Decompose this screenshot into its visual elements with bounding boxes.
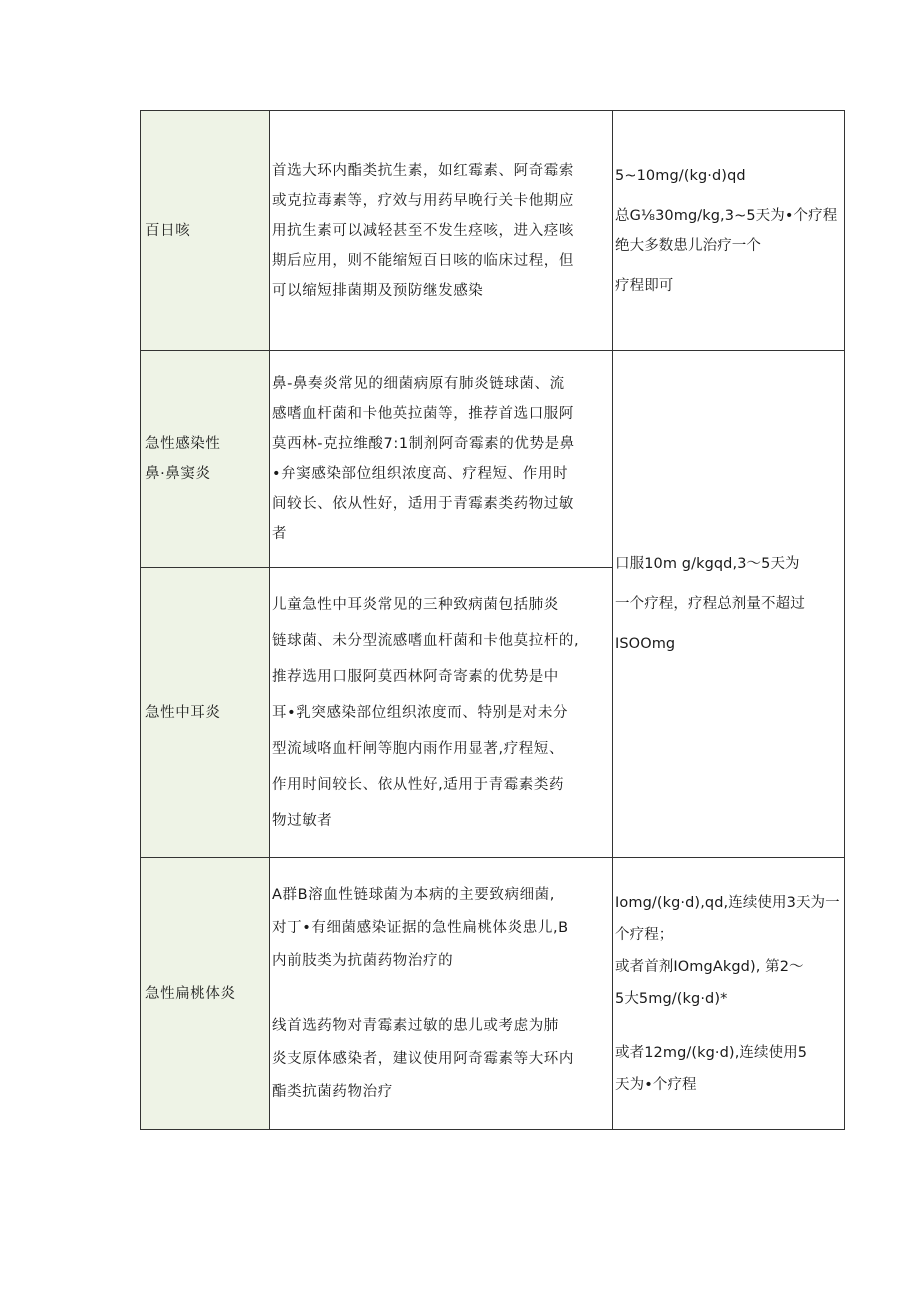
description-line: 儿童急性中耳炎常见的三种致病菌包括肺炎 — [272, 596, 559, 613]
disease-name: 急性中耳炎 — [145, 704, 221, 721]
description-cell-sinusitis — [270, 351, 613, 568]
description-cell-pertussis — [270, 111, 613, 351]
dose-line: 一个疗程，疗程总剂量不超过 — [615, 596, 805, 612]
description-line: 酯类抗菌药物治疗 — [272, 1083, 393, 1100]
dose-line: ISOOmg — [615, 636, 676, 652]
dose-line: 5~10mg∕(kg·d)qd — [615, 167, 746, 184]
dose-line: 个疗程； — [615, 926, 674, 943]
dose-cell-pertussis — [613, 111, 845, 351]
description-cell-otitis — [270, 568, 613, 858]
dose-line: 口服10m g∕kgqd,3〜5天为 — [615, 556, 800, 572]
description-line: 者 — [272, 526, 288, 542]
table-row — [141, 858, 845, 1130]
dose-line: 绝大多数患儿治疗一个 — [615, 237, 761, 254]
dose-line: Iomg∕(kg·d),qd,连续使用3天为一 — [615, 894, 840, 911]
dose-cell-shared — [613, 351, 845, 858]
antibiotic-dosage-table — [140, 110, 845, 1130]
description-line: 间较长、依从性好，适用于青霉素类药物过敏 — [272, 496, 574, 512]
description-line: 耳•乳突感染部位组织浓度而、特别是对未分 — [272, 704, 569, 721]
description-line: 线首选药物对青霉素过敏的患儿或考虑为肺 — [272, 1017, 559, 1034]
description-line: 链球菌、未分型流感嗜血杆菌和卡他莫拉杆的, — [272, 632, 580, 649]
disease-name: 急性扁桃体炎 — [145, 985, 236, 1002]
description-line: 用抗生素可以减轻甚至不发生痉咳，进入痉咳 — [272, 222, 574, 239]
dose-line: 5大5mg∕(kg·d)* — [615, 990, 728, 1007]
dose-cell-tonsillitis — [613, 858, 845, 1130]
disease-cell-pertussis — [141, 111, 270, 351]
disease-cell-otitis — [141, 568, 270, 858]
dose-line: 天为•个疗程 — [615, 1076, 697, 1093]
description-line: 炎支原体感染者，建议使用阿奇霉素等大环内 — [272, 1050, 574, 1067]
table-row — [141, 111, 845, 351]
dose-line: 总G⅛30mg∕kg,3~5天为•个疗程 — [615, 207, 838, 224]
dose-line: 疗程即可 — [615, 277, 674, 294]
dose-line: 或者首剂IOmgAkgd), 第2〜 — [615, 958, 804, 975]
disease-name: 百日咳 — [145, 222, 191, 239]
description-line: 首选大环内酯类抗生素，如红霉素、阿奇霉索 — [272, 162, 574, 179]
description-line: 对丁•有细菌感染证据的急性扁桃体炎患儿,B — [272, 919, 569, 936]
disease-name: 急性感染性 — [145, 436, 221, 452]
description-line: 或克拉毒素等，疗效与用药早晚行关卡他期应 — [272, 192, 574, 209]
description-line: 感嗜血杆菌和卡他英拉菌等，推荐首选口服阿 — [272, 406, 574, 422]
disease-cell-tonsillitis — [141, 858, 270, 1130]
description-cell-tonsillitis — [270, 858, 613, 1130]
description-line: 型流域咯血杆闸等胞内雨作用显著,疗程短、 — [272, 740, 565, 757]
description-line: 推荐选用口服阿莫西林阿奇寄素的优势是中 — [272, 668, 559, 685]
description-line: 内前肢类为抗菌药物治疗的 — [272, 952, 454, 969]
disease-name: 鼻·鼻窦炎 — [145, 466, 211, 482]
description-line: 可以缩短排菌期及预防继发感染 — [272, 282, 484, 299]
description-line: 鼻-鼻奏炎常见的细菌病原有肺炎链球菌、流 — [272, 376, 565, 392]
description-line: A群B溶血性链球菌为本病的主要致病细菌, — [272, 886, 555, 903]
disease-cell-sinusitis — [141, 351, 270, 568]
dose-line: 或者12mg∕(kg·d),连续使用5 — [615, 1044, 808, 1061]
table-row — [141, 351, 845, 568]
description-line: 作用时间较长、依从性好,适用于青霉素类药 — [272, 776, 565, 793]
description-line: •弁窦感染部位组织浓度高、疗程短、作用时 — [272, 466, 569, 482]
description-line: 物过敏者 — [272, 812, 333, 829]
description-line: 期后应用，则不能缩短百日咳的临床过程，但 — [272, 252, 574, 269]
description-line: 莫西林-克拉维酸7:1制剂阿奇霉素的优势是鼻 — [272, 436, 575, 452]
